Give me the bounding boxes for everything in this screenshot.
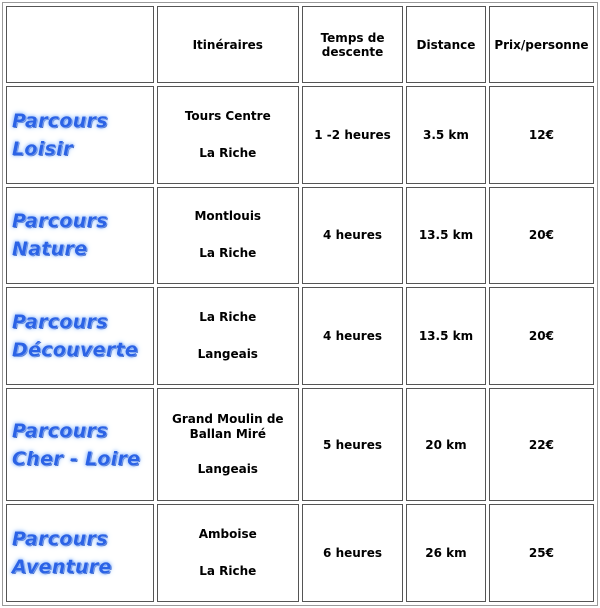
route-name-line1: Parcours [12, 528, 108, 551]
price-cell: 20€ [489, 187, 594, 285]
distance-cell: 26 km [406, 504, 486, 602]
itinerary-end: La Riche [199, 246, 257, 261]
itinerary-cell [157, 86, 299, 184]
header-empty-cell [6, 6, 154, 83]
distance-cell: 20 km [406, 388, 486, 502]
route-name-cell [6, 504, 154, 602]
header-temps-de-descente: Temps de descente [302, 6, 403, 83]
itinerary-cell [157, 287, 299, 385]
route-name-cell [6, 86, 154, 184]
duration-cell: 4 heures [302, 287, 403, 385]
itinerary-end: Langeais [197, 462, 258, 477]
route-name-cell [6, 287, 154, 385]
header-prix-personne: Prix/personne [489, 6, 594, 83]
table-row-decouverte [6, 287, 594, 385]
route-name-line1: Parcours [12, 109, 108, 132]
route-name-line2: Découverte [12, 338, 139, 361]
distance-cell: 13.5 km [406, 287, 486, 385]
route-name-cell [6, 187, 154, 285]
header-distance: Distance [406, 6, 486, 83]
duration-cell: 5 heures [302, 388, 403, 502]
itinerary-start: La Riche [199, 309, 257, 324]
duration-cell: 1 -2 heures [302, 86, 403, 184]
itinerary-end: Langeais [197, 346, 258, 361]
itinerary-start: Amboise [198, 527, 257, 542]
distance-cell: 3.5 km [406, 86, 486, 184]
itinerary-start: Tours Centre [184, 108, 271, 123]
route-name-line2: Cher - Loire [12, 447, 141, 470]
route-name-line1: Parcours [12, 419, 108, 442]
itinerary-end: La Riche [199, 145, 257, 160]
itinerary-end: La Riche [199, 564, 257, 579]
itinerary-cell [157, 187, 299, 285]
duration-cell: 4 heures [302, 187, 403, 285]
table-row-cher-loire [6, 388, 594, 502]
table-row-aventure [6, 504, 594, 602]
price-cell: 25€ [489, 504, 594, 602]
itinerary-start: Grand Moulin de Ballan Miré [171, 412, 284, 442]
distance-cell: 13.5 km [406, 187, 486, 285]
header-itineraires: Itinéraires [157, 6, 299, 83]
route-name-line2: Nature [12, 238, 88, 261]
itinerary-cell [157, 388, 299, 502]
header-row [6, 6, 594, 83]
route-name-line2: Loisir [12, 137, 73, 160]
price-cell: 20€ [489, 287, 594, 385]
itinerary-start: Montlouis [194, 209, 262, 224]
route-name-cell [6, 388, 154, 502]
table-row-nature [6, 187, 594, 285]
duration-cell: 6 heures [302, 504, 403, 602]
price-cell: 12€ [489, 86, 594, 184]
pricing-table [2, 2, 598, 606]
itinerary-cell [157, 504, 299, 602]
route-name-line1: Parcours [12, 310, 108, 333]
route-name-line1: Parcours [12, 210, 108, 233]
route-name-line2: Aventure [12, 556, 112, 579]
table-row-loisir [6, 86, 594, 184]
price-cell: 22€ [489, 388, 594, 502]
